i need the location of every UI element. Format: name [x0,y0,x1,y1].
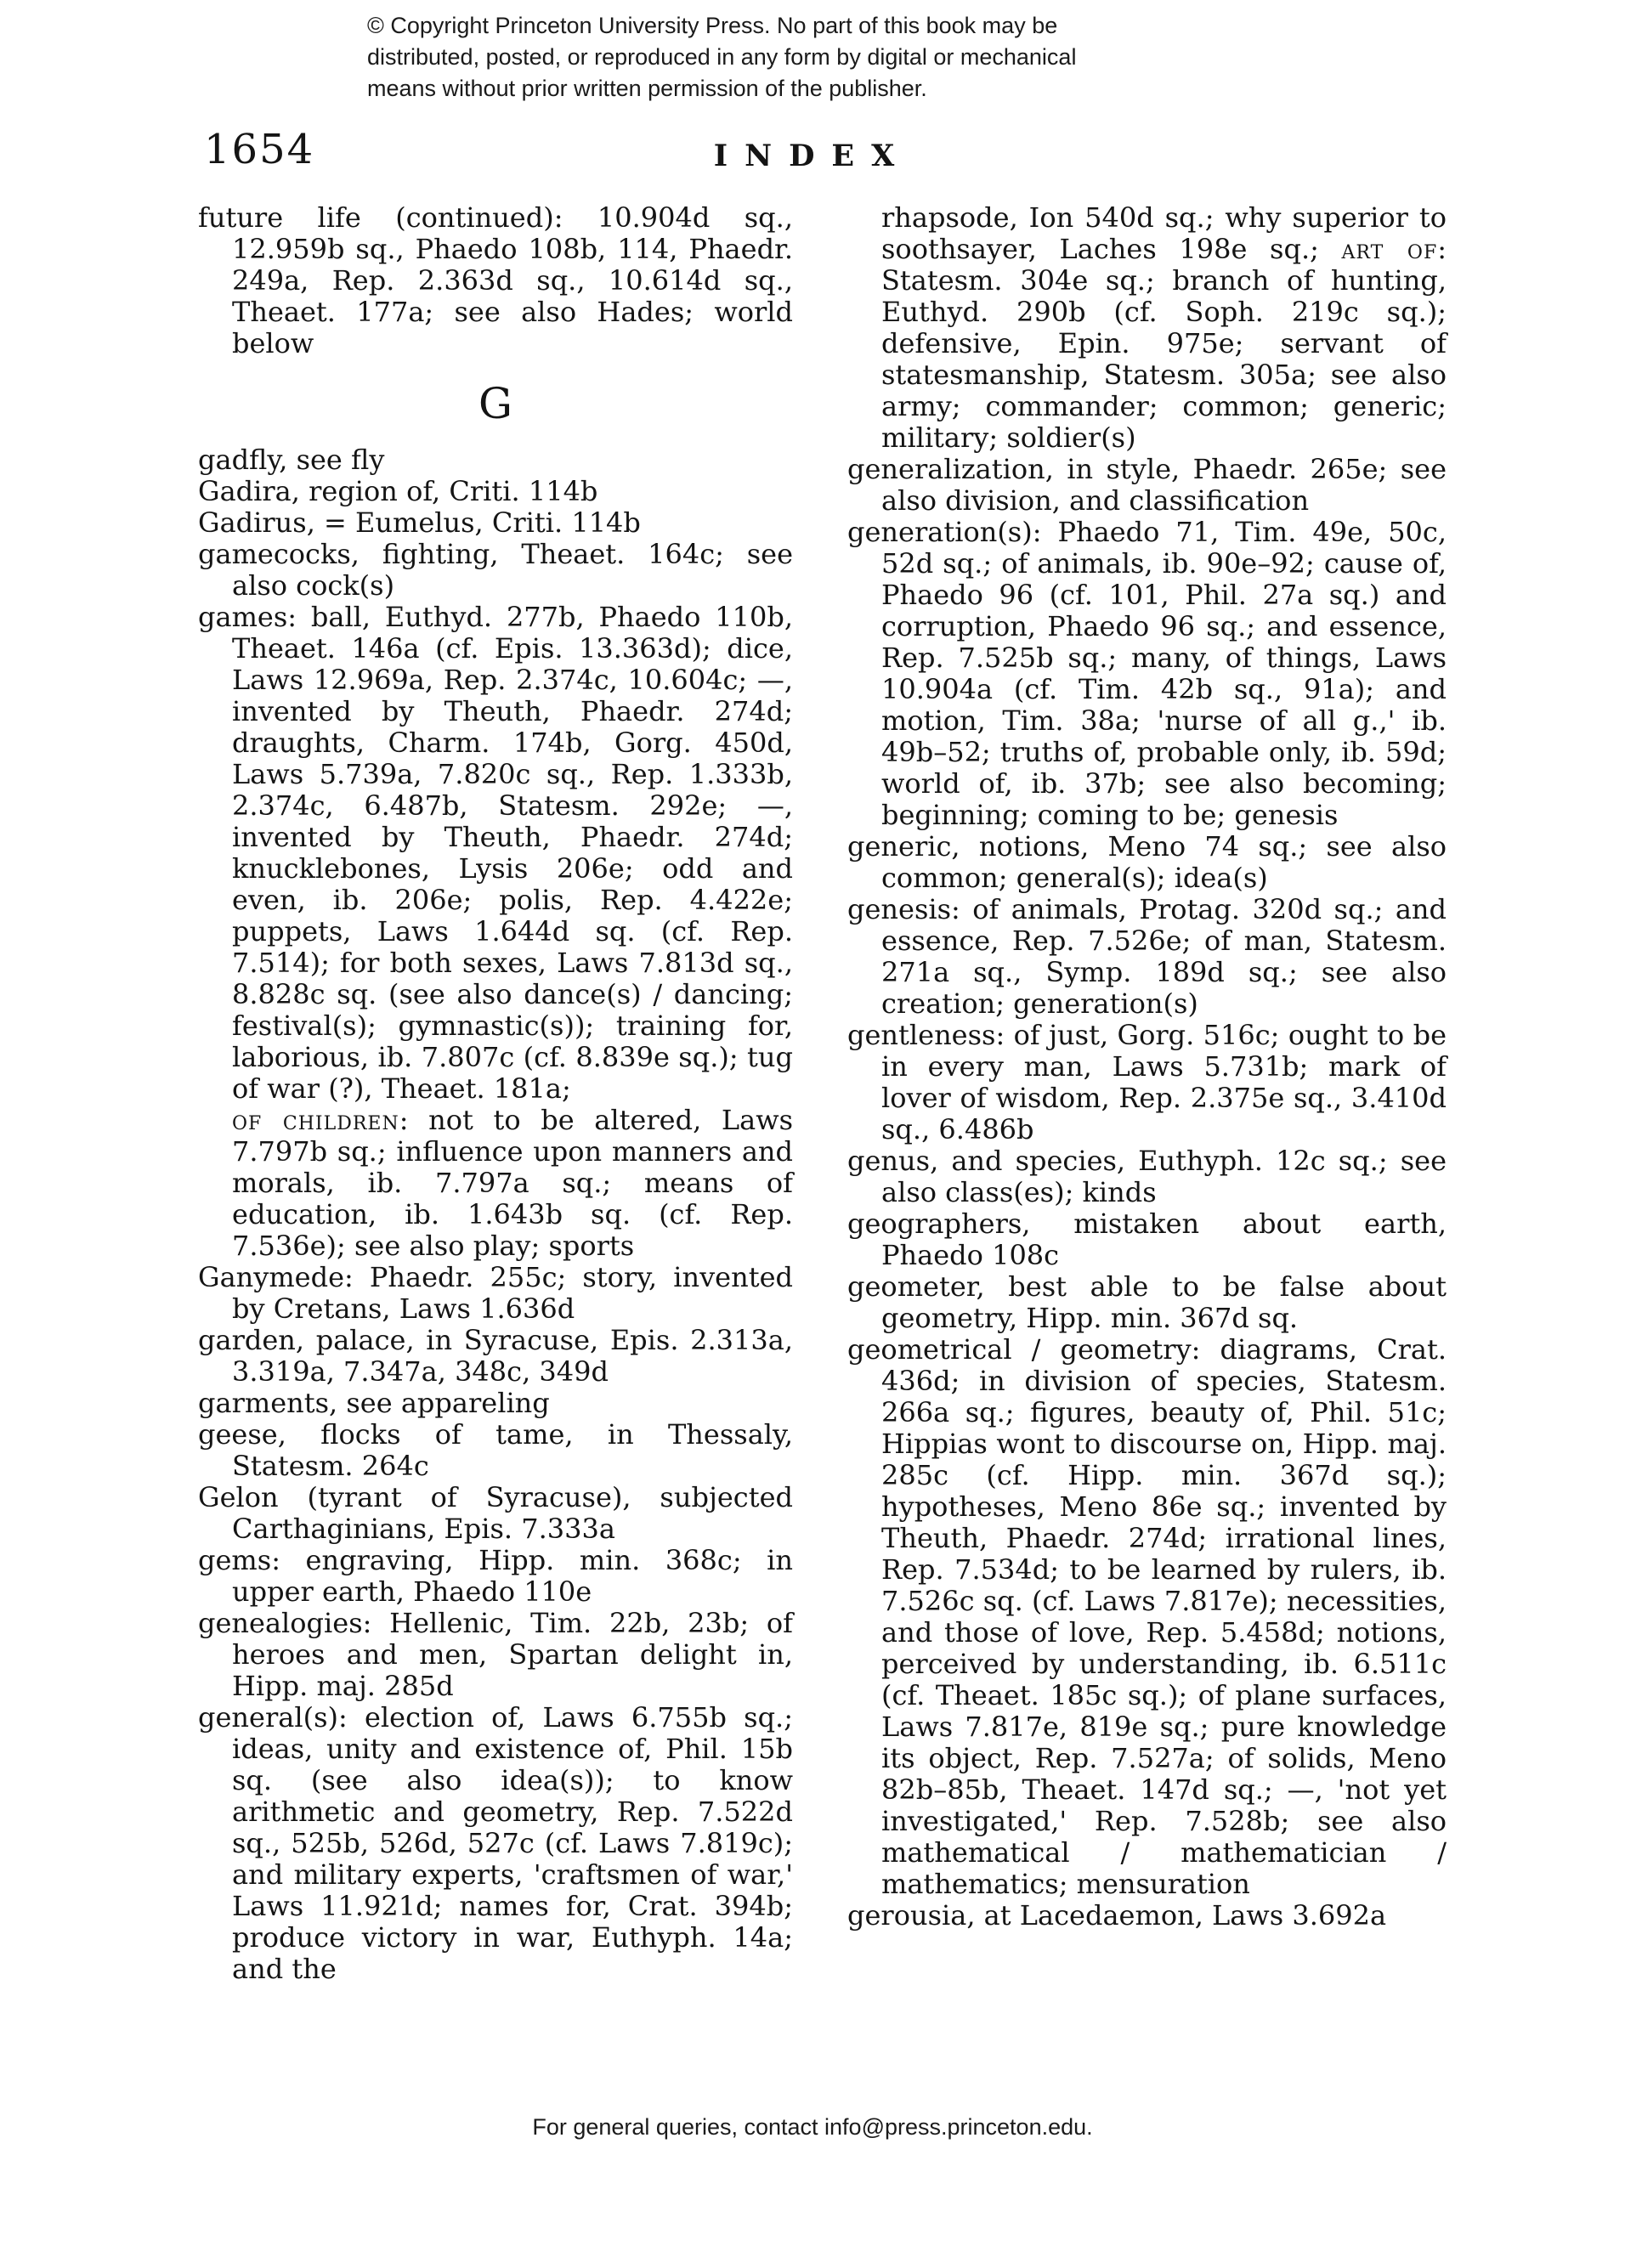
subentry-text: : not to be altered, Laws 7.797b sq.; influence upon manners and morals, ib. 7.797a sq.; means of education, ib. 1.643b sq. (cf. Rep. 7.536e); see also play; sports [232,1104,793,1262]
index-entry: geese, flocks of tame, in Thessaly, Statesm. 264c [198,1418,793,1482]
index-entry: games: ball, Euthyd. 277b, Phaedo 110b, Theaet. 146a (cf. Epis. 13.363d); dice, Laws 12.969a, Rep. 2.374c, 10.604c; —, invented by Theuth, Phaedr. 274d; draughts, Charm. 174b, Gorg. 450d, Laws 5.739a, 7.820c sq., Rep. 1.333b, 2.374c, 6.487b, Statesm. 292e; —, invented by Theuth, Phaedr. 274d; knucklebones, Lysis 206e; odd and even, ib. 206e; polis, Rep. 4.422e; puppets, Laws 1.644d sq. (cf. Rep. 7.514); for both sexes, Laws 7.813d sq., 8.828c sq. (see also dance(s) / dancing; festival(s); gymnastic(s)); training for, laborious, ib. 7.807c (cf. 8.839e sq.); tug of war (?), Theaet. 181a; [198,601,793,1105]
right-column [847,202,1447,1931]
index-entry: genesis: of animals, Protag. 320d sq.; and essence, Rep. 7.526e; of man, Statesm. 271a sq., Symp. 189d sq.; see also creation; generation(s) [847,893,1447,1020]
index-entry: garden, palace, in Syracuse, Epis. 2.313a, 3.319a, 7.347a, 348c, 349d [198,1324,793,1388]
left-column [198,202,793,1985]
index-entry: generation(s): Phaedo 71, Tim. 49e, 50c, 52d sq.; of animals, ib. 90e–92; cause of, Phaedo 96 (cf. 101, Phil. 27a sq.) and corruption, Phaedo 96 sq.; and essence, Rep. 7.525b sq.; many, of things, Laws 10.904a (cf. Tim. 42b sq., 91a); and motion, Tim. 38a; 'nurse of all g.,' ib. 49b–52; truths of, probable only, ib. 59d; world of, ib. 37b; see also becoming; beginning; coming to be; genesis [847,516,1447,831]
index-subentry [198,1105,793,1262]
continued-text: rhapsode, Ion 540d sq.; why superior to soothsayer, Laches 198e sq.; [881,201,1447,265]
index-entry: general(s): election of, Laws 6.755b sq.; ideas, unity and existence of, Phil. 15b sq. (see also idea(s)); to know arithmetic and geometry, Rep. 7.522d sq., 525b, 526d, 527c (cf. Laws 7.819c); and military experts, 'craftsmen of war,' Laws 11.921d; names for, Crat. 394b; produce victory in war, Euthyph. 14a; and the [198,1701,793,1985]
footer-contact: For general queries, contact info@press.princeton.edu. [532,2114,1093,2140]
copyright-notice [367,10,1217,105]
copyright-line-2: distributed, posted, or reproduced in any form by digital or mechanical [367,44,1077,70]
index-entry: geometer, best able to be false about geometry, Hipp. min. 367d sq. [847,1270,1447,1334]
running-head: INDEX [713,139,912,173]
index-entry: generic, notions, Meno 74 sq.; see also common; general(s); idea(s) [847,830,1447,894]
index-entry: Gelon (tyrant of Syracuse), subjected Carthaginians, Epis. 7.333a [198,1481,793,1545]
index-entry: genus, and species, Euthyph. 12c sq.; see also class(es); kinds [847,1145,1447,1208]
index-entry: Ganymede: Phaedr. 255c; story, invented by Cretans, Laws 1.636d [198,1261,793,1325]
copyright-line-3: means without prior written permission of the publisher. [367,76,927,101]
index-entry-continued: future life (continued): 10.904d sq., 12.959b sq., Phaedo 108b, 114, Phaedr. 249a, Rep. 2.363d sq., 10.614d sq., Theaet. 177a; see also Hades; world below [198,201,793,359]
index-entry: garments, see appareling [198,1387,550,1419]
index-entry: gems: engraving, Hipp. min. 368c; in upper earth, Phaedo 110e [198,1544,793,1608]
index-entry: gerousia, at Lacedaemon, Laws 3.692a [847,1899,1387,1931]
page-number: 1654 [204,126,315,173]
index-entry: Gadira, region of, Criti. 114b [198,475,598,507]
index-entry: generalization, in style, Phaedr. 265e; see also division, and classification [847,453,1447,517]
index-entry: geometrical / geometry: diagrams, Crat. 436d; in division of species, Statesm. 266a sq.; figures, beauty of, Phil. 51c; Hippias wont to discourse on, Hipp. maj. 285c (cf. Hipp. min. 367d sq.); hypotheses, Meno 86e sq.; invented by Theuth, Phaedr. 274d; irrational lines, Rep. 7.534d; to be learned by rulers, ib. 7.526c sq. (cf. Laws 7.817e); necessities, and those of love, Rep. 5.458d; notions, perceived by understanding, ib. 6.511c (cf. Theaet. 185c sq.); of plane surfaces, Laws 7.817e, 819e sq.; pure knowledge its object, Rep. 7.527a; of solids, Meno 82b–85b, Theaet. 147d sq.; —, 'not yet investigated,' Rep. 7.528b; see also mathematical / mathematician / mathematics; mensuration [847,1333,1447,1900]
subentry-heading: of children [232,1104,399,1136]
continued-text-2: : Statesm. 304e sq.; branch of hunting, Euthyd. 290b (cf. Soph. 219c sq.); defensive, Epin. 975e; servant of statesmanship, Statesm. 305a; see also army; commander; common; generic; military; soldier(s) [881,233,1447,454]
index-entry-continued [847,202,1447,454]
index-entry: genealogies: Hellenic, Tim. 22b, 23b; of heroes and men, Spartan delight in, Hipp. maj. 285d [198,1607,793,1702]
index-entry: gadfly, see fly [198,444,385,476]
index-entry: gamecocks, fighting, Theaet. 164c; see also cock(s) [198,538,793,602]
index-entry: Gadirus, = Eumelus, Criti. 114b [198,506,641,539]
index-entry: gentleness: of just, Gorg. 516c; ought to be in every man, Laws 5.731b; mark of lover of wisdom, Rep. 2.375e sq., 3.410d sq., 6.486b [847,1019,1447,1145]
index-entry: geographers, mistaken about earth, Phaedo 108c [847,1208,1447,1271]
copyright-line-1: © Copyright Princeton University Press. No part of this book may be [367,13,1058,38]
subentry-heading: art of [1341,233,1438,265]
section-letter: G [478,379,512,428]
